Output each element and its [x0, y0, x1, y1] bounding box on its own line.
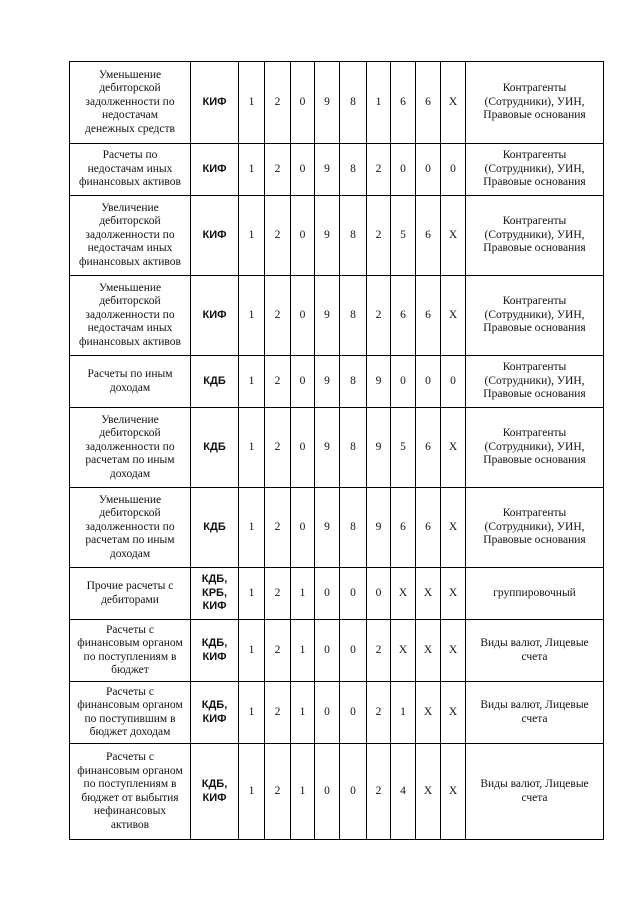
- budget-code-cell: КДБ, КИФ: [191, 744, 239, 840]
- budget-code-cell: КИФ: [191, 196, 239, 276]
- table-row: [70, 568, 604, 620]
- account-digit-cell: 0: [291, 408, 315, 488]
- analytics-cell: Контрагенты (Сотрудники), УИН, Правовые основания: [466, 62, 604, 144]
- table-row: [70, 144, 604, 196]
- account-digit-cell: 1: [239, 144, 265, 196]
- account-digit-cell: 0: [391, 144, 416, 196]
- analytics-cell: Контрагенты (Сотрудники), УИН, Правовые основания: [466, 488, 604, 568]
- budget-code-cell: КДБ: [191, 408, 239, 488]
- account-digit-cell: 0: [291, 276, 315, 356]
- analytics-cell: Виды валют, Лицевые счета: [466, 682, 604, 744]
- table-row: [70, 276, 604, 356]
- account-name-cell: Расчеты с финансовым органом по поступлениям в бюджет от выбытия нефинансовых активов: [70, 744, 191, 840]
- account-digit-cell: 0: [291, 144, 315, 196]
- account-name-cell: Уменьшение дебиторской задолженности по недостачам денежных средств: [70, 62, 191, 144]
- account-digit-cell: 0: [291, 62, 315, 144]
- budget-code-cell: КДБ: [191, 488, 239, 568]
- account-digit-cell: X: [441, 408, 466, 488]
- account-digit-cell: 1: [239, 196, 265, 276]
- account-digit-cell: 1: [239, 408, 265, 488]
- account-digit-cell: 8: [340, 196, 367, 276]
- account-name-cell: Расчеты по недостачам иных финансовых активов: [70, 144, 191, 196]
- account-digit-cell: 1: [239, 620, 265, 682]
- account-digit-cell: 9: [367, 356, 391, 408]
- account-digit-cell: 2: [265, 144, 291, 196]
- account-digit-cell: 0: [441, 356, 466, 408]
- account-digit-cell: X: [441, 744, 466, 840]
- analytics-cell: Контрагенты (Сотрудники), УИН, Правовые основания: [466, 276, 604, 356]
- account-digit-cell: 2: [367, 276, 391, 356]
- account-digit-cell: 0: [391, 356, 416, 408]
- account-digit-cell: 1: [391, 682, 416, 744]
- account-digit-cell: X: [441, 276, 466, 356]
- table-row: [70, 196, 604, 276]
- account-name-cell: Уменьшение дебиторской задолженности по недостачам иных финансовых активов: [70, 276, 191, 356]
- account-digit-cell: 9: [315, 62, 340, 144]
- account-digit-cell: 1: [239, 568, 265, 620]
- account-name-cell: Расчеты с финансовым органом по поступившим в бюджет доходам: [70, 682, 191, 744]
- account-digit-cell: X: [391, 620, 416, 682]
- account-digit-cell: X: [416, 568, 441, 620]
- account-digit-cell: X: [441, 620, 466, 682]
- account-digit-cell: 2: [265, 620, 291, 682]
- analytics-cell: Виды валют, Лицевые счета: [466, 744, 604, 840]
- account-digit-cell: 6: [416, 488, 441, 568]
- account-digit-cell: 1: [291, 682, 315, 744]
- account-digit-cell: 2: [367, 620, 391, 682]
- account-digit-cell: 2: [265, 744, 291, 840]
- account-digit-cell: 0: [291, 488, 315, 568]
- account-digit-cell: 6: [391, 488, 416, 568]
- account-name-cell: Прочие расчеты с дебиторами: [70, 568, 191, 620]
- account-digit-cell: 0: [340, 744, 367, 840]
- table-row: [70, 356, 604, 408]
- account-digit-cell: 6: [416, 62, 441, 144]
- account-digit-cell: 2: [367, 744, 391, 840]
- account-digit-cell: 6: [416, 408, 441, 488]
- account-digit-cell: 5: [391, 196, 416, 276]
- account-digit-cell: 0: [416, 356, 441, 408]
- account-digit-cell: X: [441, 62, 466, 144]
- account-digit-cell: 9: [315, 196, 340, 276]
- account-digit-cell: 2: [265, 408, 291, 488]
- analytics-cell: Контрагенты (Сотрудники), УИН, Правовые основания: [466, 356, 604, 408]
- account-digit-cell: 8: [340, 408, 367, 488]
- account-digit-cell: 1: [291, 620, 315, 682]
- account-digit-cell: X: [391, 568, 416, 620]
- account-digit-cell: 0: [315, 682, 340, 744]
- account-digit-cell: 5: [391, 408, 416, 488]
- budget-code-cell: КДБ: [191, 356, 239, 408]
- accounts-table: [69, 61, 604, 840]
- account-digit-cell: 9: [367, 488, 391, 568]
- account-digit-cell: 1: [291, 568, 315, 620]
- account-digit-cell: 9: [315, 276, 340, 356]
- analytics-cell: Контрагенты (Сотрудники), УИН, Правовые основания: [466, 408, 604, 488]
- account-digit-cell: X: [416, 744, 441, 840]
- account-name-cell: Расчеты с финансовым органом по поступлениям в бюджет: [70, 620, 191, 682]
- account-digit-cell: 2: [265, 62, 291, 144]
- account-digit-cell: 9: [315, 144, 340, 196]
- account-digit-cell: 2: [367, 196, 391, 276]
- account-digit-cell: 0: [315, 568, 340, 620]
- table-row: [70, 682, 604, 744]
- account-digit-cell: 1: [367, 62, 391, 144]
- account-digit-cell: 6: [391, 276, 416, 356]
- analytics-cell: Контрагенты (Сотрудники), УИН, Правовые основания: [466, 196, 604, 276]
- account-digit-cell: 9: [315, 488, 340, 568]
- budget-code-cell: КИФ: [191, 276, 239, 356]
- account-digit-cell: 0: [315, 620, 340, 682]
- budget-code-cell: КДБ, КРБ, КИФ: [191, 568, 239, 620]
- account-digit-cell: 0: [291, 356, 315, 408]
- account-digit-cell: 1: [239, 62, 265, 144]
- account-digit-cell: 8: [340, 62, 367, 144]
- account-digit-cell: 2: [367, 682, 391, 744]
- account-name-cell: Увеличение дебиторской задолженности по расчетам по иным доходам: [70, 408, 191, 488]
- account-digit-cell: 0: [340, 568, 367, 620]
- account-digit-cell: 0: [315, 744, 340, 840]
- analytics-cell: Контрагенты (Сотрудники), УИН, Правовые основания: [466, 144, 604, 196]
- account-digit-cell: 1: [239, 682, 265, 744]
- account-digit-cell: 2: [265, 488, 291, 568]
- account-digit-cell: 2: [367, 144, 391, 196]
- account-name-cell: Уменьшение дебиторской задолженности по расчетам по иным доходам: [70, 488, 191, 568]
- account-digit-cell: 6: [416, 276, 441, 356]
- analytics-cell: Виды валют, Лицевые счета: [466, 620, 604, 682]
- table-row: [70, 744, 604, 840]
- account-name-cell: Увеличение дебиторской задолженности по недостачам иных финансовых активов: [70, 196, 191, 276]
- account-digit-cell: 8: [340, 144, 367, 196]
- account-digit-cell: 2: [265, 356, 291, 408]
- account-digit-cell: 6: [416, 196, 441, 276]
- account-digit-cell: 8: [340, 276, 367, 356]
- budget-code-cell: КДБ, КИФ: [191, 682, 239, 744]
- analytics-cell: группировочный: [466, 568, 604, 620]
- account-digit-cell: 2: [265, 568, 291, 620]
- account-digit-cell: X: [441, 682, 466, 744]
- table-row: [70, 62, 604, 144]
- account-digit-cell: 6: [391, 62, 416, 144]
- account-name-cell: Расчеты по иным доходам: [70, 356, 191, 408]
- budget-code-cell: КДБ, КИФ: [191, 620, 239, 682]
- account-digit-cell: 0: [416, 144, 441, 196]
- account-digit-cell: 0: [340, 682, 367, 744]
- account-digit-cell: 1: [239, 744, 265, 840]
- account-digit-cell: X: [441, 488, 466, 568]
- account-digit-cell: 9: [315, 356, 340, 408]
- budget-code-cell: КИФ: [191, 62, 239, 144]
- table-row: [70, 408, 604, 488]
- account-digit-cell: 0: [367, 568, 391, 620]
- account-digit-cell: 9: [367, 408, 391, 488]
- budget-code-cell: КИФ: [191, 144, 239, 196]
- account-digit-cell: X: [416, 682, 441, 744]
- account-digit-cell: 8: [340, 356, 367, 408]
- account-digit-cell: X: [416, 620, 441, 682]
- account-digit-cell: 2: [265, 276, 291, 356]
- account-digit-cell: X: [441, 568, 466, 620]
- account-digit-cell: 2: [265, 196, 291, 276]
- account-digit-cell: 1: [239, 488, 265, 568]
- account-digit-cell: 0: [441, 144, 466, 196]
- account-digit-cell: 1: [239, 356, 265, 408]
- account-digit-cell: X: [441, 196, 466, 276]
- account-digit-cell: 9: [315, 408, 340, 488]
- account-digit-cell: 8: [340, 488, 367, 568]
- account-digit-cell: 1: [291, 744, 315, 840]
- account-digit-cell: 0: [340, 620, 367, 682]
- table-row: [70, 620, 604, 682]
- account-digit-cell: 2: [265, 682, 291, 744]
- account-digit-cell: 1: [239, 276, 265, 356]
- account-digit-cell: 4: [391, 744, 416, 840]
- account-digit-cell: 0: [291, 196, 315, 276]
- table-row: [70, 488, 604, 568]
